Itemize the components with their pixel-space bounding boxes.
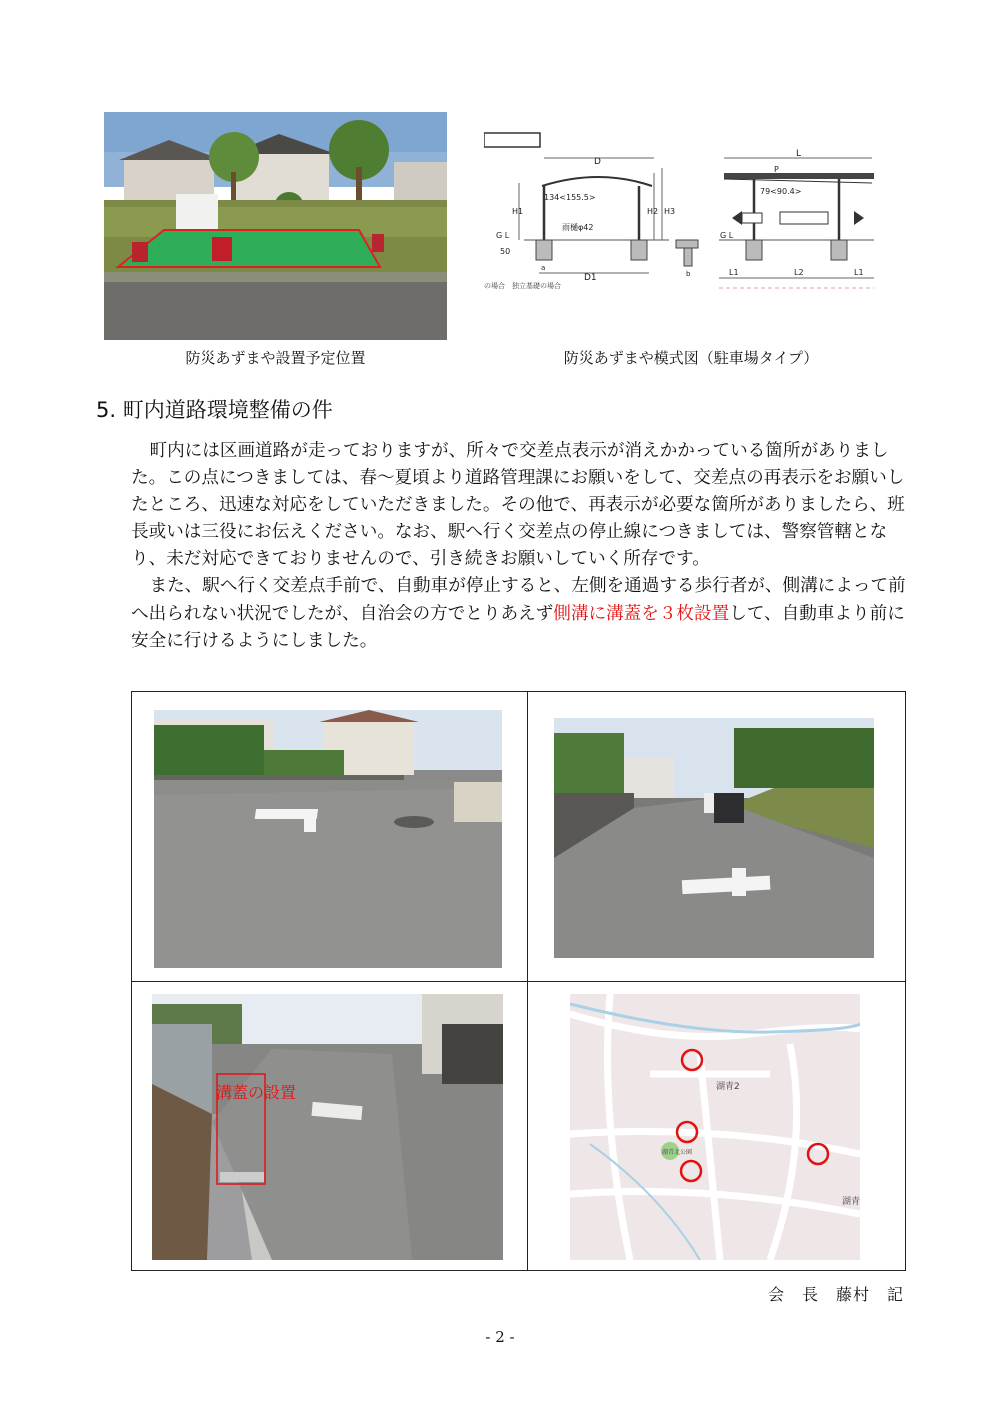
dim-l2: L2 <box>794 268 804 277</box>
map-label-area2: 湖青 <box>842 1197 860 1207</box>
dim-d1: D1 <box>584 273 597 283</box>
road-photo-3-image <box>152 994 503 1260</box>
map-label-park: 湖青北公園 <box>662 1149 693 1156</box>
signature: 会 長 藤村 記 <box>767 1285 904 1304</box>
section-heading: 5. 町内道路環境整備の件 <box>96 398 333 422</box>
area-map <box>570 994 860 1260</box>
dim-p: P <box>774 165 779 174</box>
dim-l1b: L1 <box>854 268 864 277</box>
paragraph-2 <box>131 573 921 654</box>
diagram-note: の場合 独立基礎の場合 <box>484 282 561 290</box>
dim-a: a <box>541 264 546 272</box>
site-photo-image <box>104 112 447 340</box>
paragraph-2-end: して、自動車より前に安全に行けるようにしました。 <box>131 603 905 651</box>
page-number: - 2 - <box>485 1328 515 1346</box>
gutter-cover-label: 溝蓋の設置 <box>216 1083 297 1102</box>
dim-b: b <box>686 270 691 278</box>
dim-h2: H2 <box>647 207 659 216</box>
dim-gl: G L <box>496 231 510 240</box>
road-photo-2-image <box>554 718 874 958</box>
area-map-image <box>570 994 860 1260</box>
dim-l1: L1 <box>729 268 739 277</box>
shelter-diagram <box>484 128 880 298</box>
section-body <box>131 438 921 655</box>
site-photo-caption: 防災あずまや設置予定位置 <box>185 349 366 367</box>
dim-pipe: 雨樋φ42 <box>562 223 594 232</box>
dim-79: 79<90.4> <box>760 187 802 196</box>
road-photo-3 <box>152 994 503 1260</box>
diagram-caption: 防災あずまや模式図（駐車場タイプ） <box>563 349 819 367</box>
dim-50: 50 <box>500 247 511 256</box>
paragraph-2-highlight: 側溝に溝蓋を３枚設置 <box>553 603 730 624</box>
road-photo-1 <box>154 710 502 968</box>
site-photo <box>104 112 447 340</box>
map-label-area1: 湖青2 <box>716 1082 740 1092</box>
road-photo-1-image <box>154 710 502 968</box>
dim-d: D <box>594 157 601 167</box>
dim-h3: H3 <box>664 207 676 216</box>
photo-grid <box>131 691 906 1271</box>
shelter-diagram-svg <box>484 128 880 298</box>
paragraph-1: 町内には区画道路が走っておりますが、所々で交差点表示が消えかかっている箇所がありました。この点につきましては、春～夏頃より道路管理課にお願いをして、交差点の再表示をお願いしたところ、迅速な対応をしていただきました。その他で、再表示が必要な箇所がありましたら、班長或いは三役にお伝えください。なお、駅へ行く交差点の停止線につきましては、警察管轄となり、未だ対応できておりませんので、引き続きお願いしていく所存です。 <box>131 441 905 570</box>
dim-gl-right: G L <box>720 231 734 240</box>
grid-divider-horizontal <box>132 981 905 982</box>
paragraph-2-start: また、駅へ行く交差点手前で、自動車が停止すると、左側を通過する歩行者が、側溝によって前へ出られない状況でしたが、自治会の方でとりあえず <box>131 576 906 624</box>
dim-l: L <box>796 149 802 159</box>
dim-h1: H1 <box>512 207 524 216</box>
road-photo-2 <box>554 718 874 958</box>
dim-134: 134<155.5> <box>544 193 596 202</box>
